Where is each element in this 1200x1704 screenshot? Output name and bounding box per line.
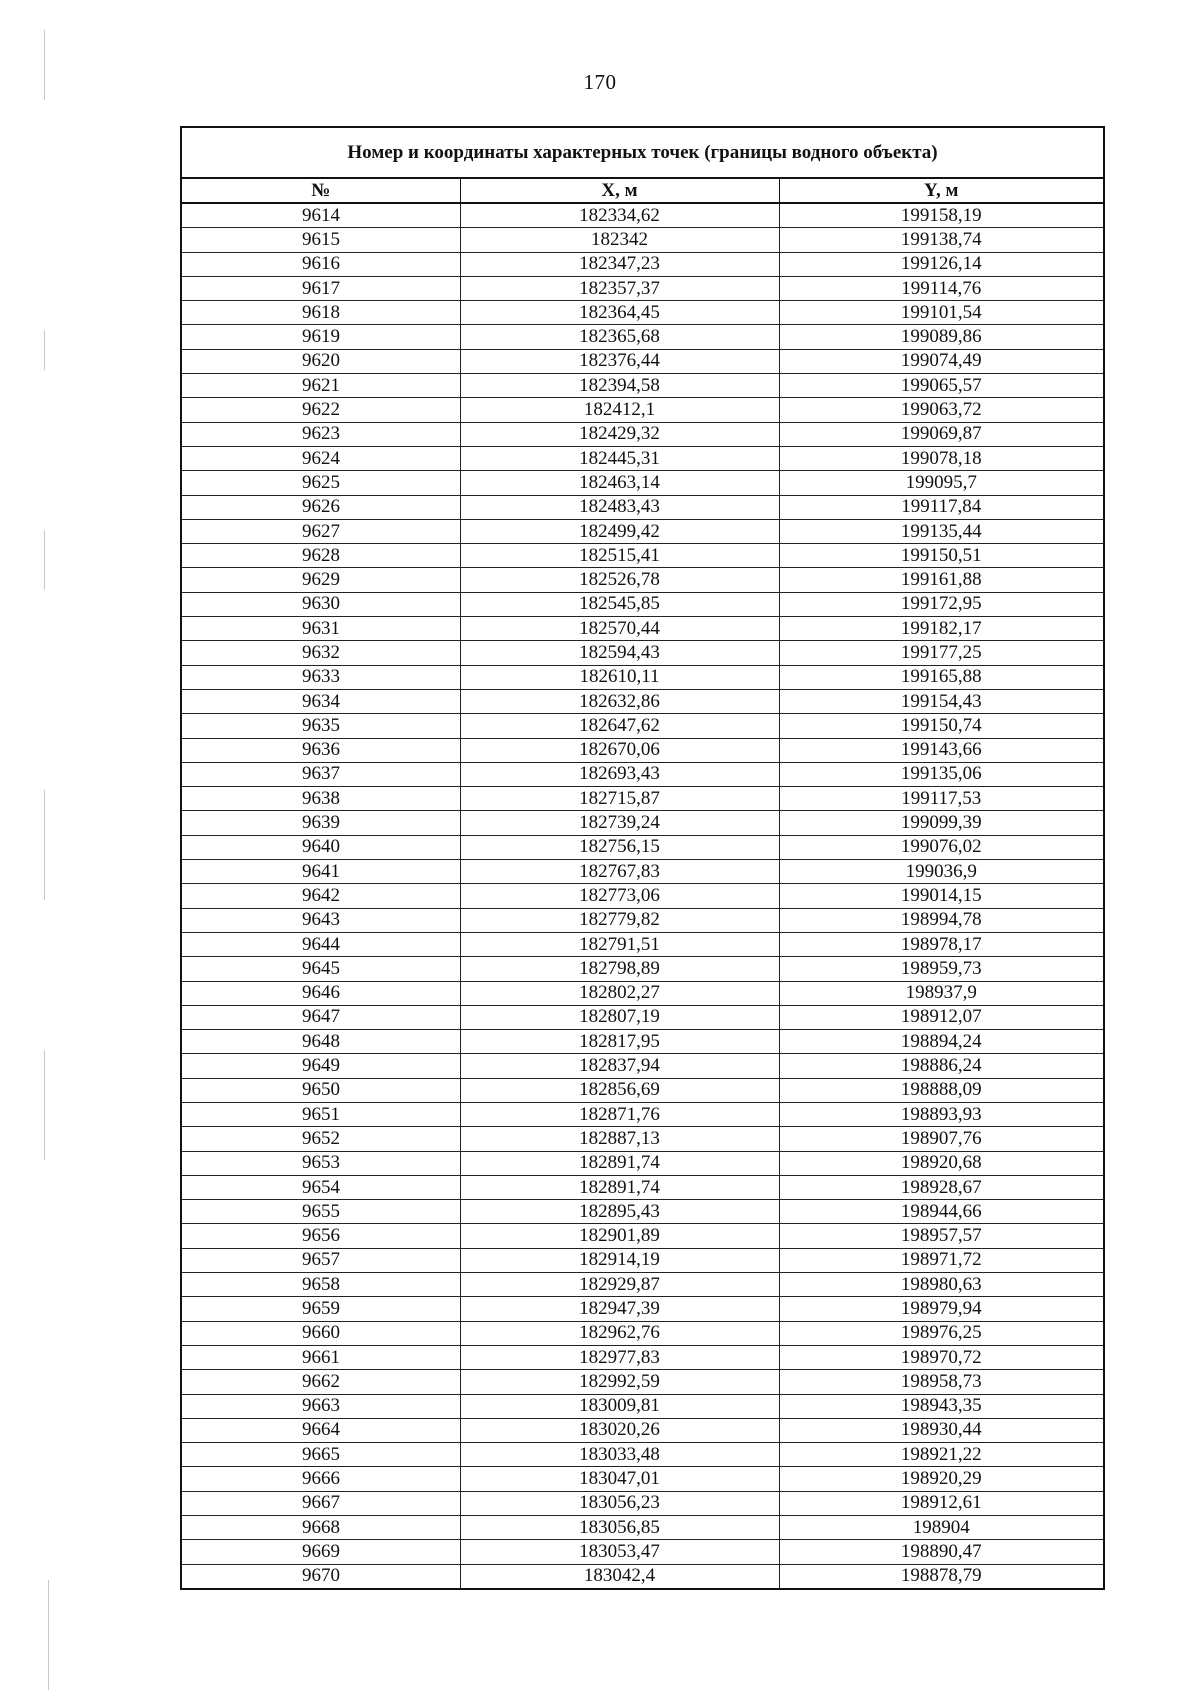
x-coordinate-cell: 183042,4 [460,1564,779,1589]
y-coordinate-cell: 198937,9 [779,981,1104,1005]
point-number-cell: 9668 [181,1516,460,1540]
x-coordinate-cell: 182570,44 [460,617,779,641]
point-number-cell: 9617 [181,276,460,300]
y-coordinate-cell: 199078,18 [779,446,1104,470]
point-number-cell: 9618 [181,301,460,325]
y-coordinate-cell: 198994,78 [779,908,1104,932]
y-coordinate-cell: 199036,9 [779,860,1104,884]
table-row [181,325,1104,349]
table-title: Номер и координаты характерных точек (границы водного объекта) [181,127,1104,178]
x-coordinate-cell: 182647,62 [460,714,779,738]
y-coordinate-cell: 198957,57 [779,1224,1104,1248]
table-row [181,957,1104,981]
point-number-cell: 9632 [181,641,460,665]
point-number-cell: 9660 [181,1321,460,1345]
table-row [181,1394,1104,1418]
point-number-cell: 9637 [181,762,460,786]
x-coordinate-cell: 182376,44 [460,349,779,373]
table-row [181,1345,1104,1369]
y-coordinate-cell: 198976,25 [779,1321,1104,1345]
y-coordinate-cell: 198980,63 [779,1273,1104,1297]
point-number-cell: 9624 [181,446,460,470]
table-row [181,981,1104,1005]
point-number-cell: 9656 [181,1224,460,1248]
x-coordinate-cell: 183033,48 [460,1443,779,1467]
point-number-cell: 9631 [181,617,460,641]
point-number-cell: 9639 [181,811,460,835]
table-row [181,471,1104,495]
y-coordinate-cell: 198971,72 [779,1248,1104,1272]
y-coordinate-cell: 198959,73 [779,957,1104,981]
y-coordinate-cell: 198904 [779,1516,1104,1540]
y-coordinate-cell: 198930,44 [779,1418,1104,1442]
x-coordinate-cell: 182394,58 [460,374,779,398]
point-number-cell: 9626 [181,495,460,519]
table-row [181,1200,1104,1224]
x-coordinate-cell: 182670,06 [460,738,779,762]
point-number-cell: 9622 [181,398,460,422]
x-coordinate-cell: 182891,74 [460,1175,779,1199]
x-coordinate-cell: 182895,43 [460,1200,779,1224]
x-coordinate-cell: 182412,1 [460,398,779,422]
x-coordinate-cell: 182992,59 [460,1370,779,1394]
y-coordinate-cell: 199065,57 [779,374,1104,398]
x-coordinate-cell: 182837,94 [460,1054,779,1078]
y-coordinate-cell: 198888,09 [779,1078,1104,1102]
point-number-cell: 9620 [181,349,460,373]
point-number-cell: 9644 [181,932,460,956]
point-number-cell: 9662 [181,1370,460,1394]
x-coordinate-cell: 182756,15 [460,835,779,859]
x-coordinate-cell: 182807,19 [460,1005,779,1029]
point-number-cell: 9648 [181,1030,460,1054]
y-coordinate-cell: 199182,17 [779,617,1104,641]
table-row [181,932,1104,956]
table-row [181,665,1104,689]
y-coordinate-cell: 198970,72 [779,1345,1104,1369]
table-row [181,1151,1104,1175]
x-coordinate-cell: 182483,43 [460,495,779,519]
y-coordinate-cell: 199143,66 [779,738,1104,762]
x-coordinate-cell: 183020,26 [460,1418,779,1442]
x-coordinate-cell: 182364,45 [460,301,779,325]
y-coordinate-cell: 199089,86 [779,325,1104,349]
x-coordinate-cell: 182798,89 [460,957,779,981]
y-coordinate-cell: 198978,17 [779,932,1104,956]
point-number-cell: 9645 [181,957,460,981]
y-coordinate-cell: 199135,06 [779,762,1104,786]
y-coordinate-cell: 198958,73 [779,1370,1104,1394]
x-coordinate-cell: 182802,27 [460,981,779,1005]
x-coordinate-cell: 182791,51 [460,932,779,956]
y-coordinate-cell: 199117,84 [779,495,1104,519]
y-coordinate-cell: 198944,66 [779,1200,1104,1224]
point-number-cell: 9634 [181,689,460,713]
table-body [181,203,1104,1589]
y-coordinate-cell: 199095,7 [779,471,1104,495]
table-row [181,519,1104,543]
y-coordinate-cell: 198943,35 [779,1394,1104,1418]
point-number-cell: 9635 [181,714,460,738]
x-coordinate-cell: 182901,89 [460,1224,779,1248]
column-header-number: № [181,178,460,203]
y-coordinate-cell: 199014,15 [779,884,1104,908]
point-number-cell: 9651 [181,1102,460,1126]
point-number-cell: 9614 [181,203,460,228]
x-coordinate-cell: 182962,76 [460,1321,779,1345]
x-coordinate-cell: 182545,85 [460,592,779,616]
point-number-cell: 9640 [181,835,460,859]
x-coordinate-cell: 183056,23 [460,1491,779,1515]
table-row [181,544,1104,568]
point-number-cell: 9642 [181,884,460,908]
point-number-cell: 9641 [181,860,460,884]
table-row [181,301,1104,325]
y-coordinate-cell: 198890,47 [779,1540,1104,1564]
table-row [181,228,1104,252]
y-coordinate-cell: 199117,53 [779,787,1104,811]
table-row [181,738,1104,762]
x-coordinate-cell: 183056,85 [460,1516,779,1540]
y-coordinate-cell: 199126,14 [779,252,1104,276]
point-number-cell: 9655 [181,1200,460,1224]
point-number-cell: 9650 [181,1078,460,1102]
point-number-cell: 9647 [181,1005,460,1029]
x-coordinate-cell: 182947,39 [460,1297,779,1321]
point-number-cell: 9665 [181,1443,460,1467]
y-coordinate-cell: 199063,72 [779,398,1104,422]
x-coordinate-cell: 182365,68 [460,325,779,349]
x-coordinate-cell: 182610,11 [460,665,779,689]
point-number-cell: 9664 [181,1418,460,1442]
y-coordinate-cell: 199101,54 [779,301,1104,325]
table-row [181,1175,1104,1199]
table-row [181,203,1104,228]
y-coordinate-cell: 198878,79 [779,1564,1104,1589]
x-coordinate-cell: 182715,87 [460,787,779,811]
point-number-cell: 9628 [181,544,460,568]
y-coordinate-cell: 199099,39 [779,811,1104,835]
point-number-cell: 9638 [181,787,460,811]
y-coordinate-cell: 198921,22 [779,1443,1104,1467]
point-number-cell: 9657 [181,1248,460,1272]
table-row [181,568,1104,592]
scan-edge-mark [44,530,45,590]
table-row [181,374,1104,398]
point-number-cell: 9625 [181,471,460,495]
y-coordinate-cell: 198912,07 [779,1005,1104,1029]
point-number-cell: 9636 [181,738,460,762]
scan-edge-mark [48,1580,49,1690]
point-number-cell: 9643 [181,908,460,932]
scan-edge-mark [44,330,45,370]
x-coordinate-cell: 182594,43 [460,641,779,665]
table-row [181,860,1104,884]
x-coordinate-cell: 182817,95 [460,1030,779,1054]
table-row [181,1078,1104,1102]
y-coordinate-cell: 199074,49 [779,349,1104,373]
scan-edge-mark [44,1050,45,1160]
column-header-y: Y, м [779,178,1104,203]
table-row [181,495,1104,519]
x-coordinate-cell: 182347,23 [460,252,779,276]
point-number-cell: 9669 [181,1540,460,1564]
y-coordinate-cell: 199150,51 [779,544,1104,568]
table-row [181,714,1104,738]
table-row [181,884,1104,908]
y-coordinate-cell: 198893,93 [779,1102,1104,1126]
table-row [181,835,1104,859]
table-row [181,398,1104,422]
x-coordinate-cell: 182693,43 [460,762,779,786]
table-row [181,446,1104,470]
y-coordinate-cell: 199177,25 [779,641,1104,665]
table-row [181,1297,1104,1321]
y-coordinate-cell: 198920,68 [779,1151,1104,1175]
table-row [181,1030,1104,1054]
table-row [181,592,1104,616]
table-row [181,422,1104,446]
x-coordinate-cell: 182463,14 [460,471,779,495]
x-coordinate-cell: 182887,13 [460,1127,779,1151]
y-coordinate-cell: 198886,24 [779,1054,1104,1078]
y-coordinate-cell: 199154,43 [779,689,1104,713]
table-row [181,1443,1104,1467]
x-coordinate-cell: 182342 [460,228,779,252]
scan-edge-mark [44,790,45,900]
y-coordinate-cell: 199076,02 [779,835,1104,859]
table-row [181,1248,1104,1272]
x-coordinate-cell: 182891,74 [460,1151,779,1175]
x-coordinate-cell: 182429,32 [460,422,779,446]
point-number-cell: 9658 [181,1273,460,1297]
point-number-cell: 9629 [181,568,460,592]
y-coordinate-cell: 198912,61 [779,1491,1104,1515]
table-row [181,689,1104,713]
point-number-cell: 9654 [181,1175,460,1199]
point-number-cell: 9670 [181,1564,460,1589]
x-coordinate-cell: 182357,37 [460,276,779,300]
point-number-cell: 9627 [181,519,460,543]
table-row [181,1540,1104,1564]
y-coordinate-cell: 199069,87 [779,422,1104,446]
y-coordinate-cell: 199150,74 [779,714,1104,738]
table-row [181,1273,1104,1297]
table-row [181,1467,1104,1491]
x-coordinate-cell: 182773,06 [460,884,779,908]
point-number-cell: 9615 [181,228,460,252]
table-row [181,1564,1104,1589]
table-row [181,762,1104,786]
x-coordinate-cell: 182632,86 [460,689,779,713]
column-header-x: X, м [460,178,779,203]
point-number-cell: 9623 [181,422,460,446]
x-coordinate-cell: 182739,24 [460,811,779,835]
table-row [181,1224,1104,1248]
y-coordinate-cell: 199135,44 [779,519,1104,543]
point-number-cell: 9663 [181,1394,460,1418]
y-coordinate-cell: 199172,95 [779,592,1104,616]
point-number-cell: 9653 [181,1151,460,1175]
point-number-cell: 9667 [181,1491,460,1515]
point-number-cell: 9621 [181,374,460,398]
table-row [181,908,1104,932]
x-coordinate-cell: 182977,83 [460,1345,779,1369]
table-row [181,1321,1104,1345]
x-coordinate-cell: 182856,69 [460,1078,779,1102]
table-row [181,1516,1104,1540]
y-coordinate-cell: 198907,76 [779,1127,1104,1151]
point-number-cell: 9661 [181,1345,460,1369]
point-number-cell: 9633 [181,665,460,689]
point-number-cell: 9659 [181,1297,460,1321]
y-coordinate-cell: 198979,94 [779,1297,1104,1321]
table-row [181,1005,1104,1029]
table-row [181,252,1104,276]
y-coordinate-cell: 199165,88 [779,665,1104,689]
y-coordinate-cell: 198920,29 [779,1467,1104,1491]
coordinates-table [180,126,1105,1590]
x-coordinate-cell: 183047,01 [460,1467,779,1491]
x-coordinate-cell: 182929,87 [460,1273,779,1297]
x-coordinate-cell: 182515,41 [460,544,779,568]
table-row [181,1491,1104,1515]
table-row [181,1054,1104,1078]
y-coordinate-cell: 198894,24 [779,1030,1104,1054]
x-coordinate-cell: 182445,31 [460,446,779,470]
table-row [181,811,1104,835]
x-coordinate-cell: 182526,78 [460,568,779,592]
table-row [181,641,1104,665]
y-coordinate-cell: 199114,76 [779,276,1104,300]
point-number-cell: 9619 [181,325,460,349]
table-row [181,1102,1104,1126]
x-coordinate-cell: 182779,82 [460,908,779,932]
table-row [181,1127,1104,1151]
point-number-cell: 9649 [181,1054,460,1078]
table-row [181,1418,1104,1442]
point-number-cell: 9616 [181,252,460,276]
point-number-cell: 9666 [181,1467,460,1491]
point-number-cell: 9652 [181,1127,460,1151]
x-coordinate-cell: 183053,47 [460,1540,779,1564]
x-coordinate-cell: 182767,83 [460,860,779,884]
point-number-cell: 9630 [181,592,460,616]
y-coordinate-cell: 199138,74 [779,228,1104,252]
x-coordinate-cell: 182914,19 [460,1248,779,1272]
table-row [181,276,1104,300]
point-number-cell: 9646 [181,981,460,1005]
y-coordinate-cell: 199161,88 [779,568,1104,592]
table-row [181,349,1104,373]
y-coordinate-cell: 199158,19 [779,203,1104,228]
page-number: 170 [583,70,617,94]
table-row [181,617,1104,641]
x-coordinate-cell: 182871,76 [460,1102,779,1126]
y-coordinate-cell: 198928,67 [779,1175,1104,1199]
x-coordinate-cell: 183009,81 [460,1394,779,1418]
table-row [181,787,1104,811]
x-coordinate-cell: 182334,62 [460,203,779,228]
table-row [181,1370,1104,1394]
x-coordinate-cell: 182499,42 [460,519,779,543]
